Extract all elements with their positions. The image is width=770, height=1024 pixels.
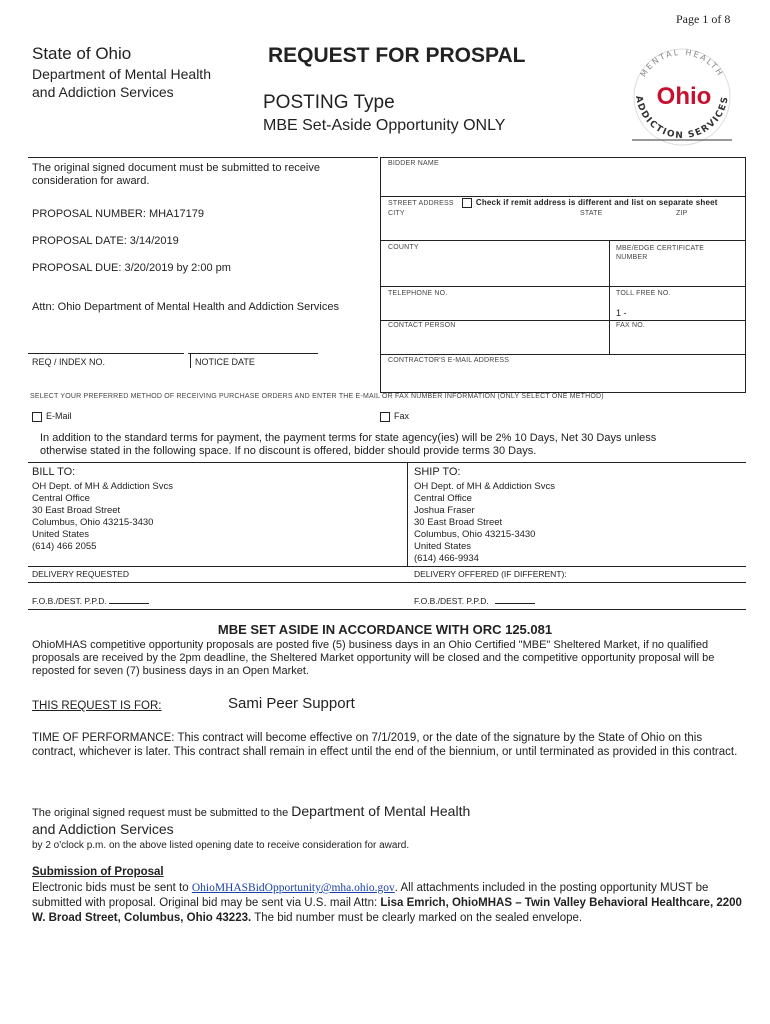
county-label: COUNTY [388,244,419,251]
bill-to-line: United States [32,529,90,540]
proposal-date: PROPOSAL DATE: 3/14/2019 [32,235,179,247]
attention-line: Attn: Ohio Department of Mental Health and Addiction Services [32,301,339,313]
ship-to-line: United States [414,541,472,552]
email-option-label: E-Mail [46,411,72,421]
remit-address-note: Check if remit address is different and list on separate sheet [475,198,718,207]
fax-checkbox[interactable] [380,412,390,422]
street-address-text: STREET ADDRESS [388,200,454,207]
bid-email-link[interactable]: OhioMHASBidOpportunity@mha.ohio.gov [191,882,395,894]
method-email-option[interactable] [32,411,72,422]
payment-terms: In addition to the standard terms for payment, the payment terms for state agency(ies) will be 2% 10 Days, Net 30 Days unless otherwise stated in the following space. If no discount is offered, bidder should provide terms 30 Days. [40,432,657,457]
submit-deadline: by 2 o'clock p.m. on the above listed opening date to receive consideration for award. [32,840,410,851]
submit-department-2: and Addiction Services [32,821,174,837]
ship-to-line: OH Dept. of MH & Addiction Svcs [414,481,555,492]
ship-to-line: (614) 466-9934 [414,553,479,564]
time-of-performance: TIME OF PERFORMANCE: This contract will become effective on 7/1/2019, or the date of the signature by the State of Ohio on this contract, whichever is later. This contract shall remain in effect until the end of the biennium, or until terminated as provided in this contract. [32,732,738,758]
svg-text:MENTAL HEALTH [639,48,726,79]
proposal-number: PROPOSAL NUMBER: MHA17179 [32,208,204,220]
req-index-label: REQ / INDEX NO. [32,357,106,367]
method-fax-option[interactable] [380,411,409,422]
agency-line-2: Department of Mental Health [32,66,211,82]
submission-text-3: The bid number must be clearly marked on the sealed envelope. [254,912,583,924]
contact-person-label: CONTACT PERSON [388,322,456,329]
toll-free-label: TOLL FREE NO. [616,290,671,297]
bill-to-line: OH Dept. of MH & Addiction Svcs [32,481,173,492]
ship-to-line: Columbus, Ohio 43215-3430 [414,529,536,540]
submission-heading: Submission of Proposal [32,866,164,878]
seal-center-text: Ohio [656,83,712,110]
delivery-requested-label: DELIVERY REQUESTED [32,569,129,579]
submission-text-2: . All attachments included in the posting opportunity MUST be submitted with proposal. Original bid may be sent via U.S. mail Attn: [32,882,709,909]
submission-attn-bold: Lisa Emrich, OhioMHAS – Twin Valley Behavioral Healthcare, 2200 W. Broad Street, Columbus, Ohio 43223. [32,897,742,924]
ship-to-line: Central Office [414,493,472,504]
agency-line-1: State of Ohio [32,44,132,63]
agency-line-3: and Addiction Services [32,84,174,100]
bill-to-line: 30 East Broad Street [32,505,121,516]
ship-to-label: SHIP TO: [414,466,461,478]
select-method-instructions: SELECT YOUR PREFERRED METHOD OF RECEIVING PURCHASE ORDERS AND ENTER THE E-MAIL OR FAX NUMBER INFORMATION (ONLY SELECT ONE METHOD) [30,393,604,400]
bill-to-line: (614) 466 2055 [32,541,97,552]
remit-address-checkbox[interactable] [462,198,472,208]
document-title: REQUEST FOR PROSPAL [268,44,526,67]
seal-bottom-text: ADDICTION SERVICES [633,94,731,142]
submit-prefix: The original signed request must be submitted to the [32,807,289,819]
proposal-due: PROPOSAL DUE: 3/20/2019 by 2:00 pm [32,262,231,274]
fob-left-text: F.O.B./DEST. P.P.D. [32,596,107,606]
seal-top-text: MENTAL HEALTH [638,47,726,79]
ship-to-line: 30 East Broad Street [414,517,503,528]
email-label: CONTRACTOR'S E-MAIL ADDRESS [388,357,510,364]
fob-right-label [414,596,535,606]
zip-label: ZIP [676,210,688,217]
fob-left-label [32,596,149,606]
fax-option-label: Fax [394,411,410,421]
delivery-offered-label: DELIVERY OFFERED (IF DIFFERENT): [414,569,567,579]
bill-to-line: Central Office [32,493,90,504]
state-label: STATE [580,210,603,217]
mbe-heading: MBE SET ASIDE IN ACCORDANCE WITH ORC 125.081 [217,622,553,637]
page-label: Page 1 of 8 [676,12,731,26]
request-for-label: THIS REQUEST IS FOR: [32,700,162,712]
telephone-label: TELEPHONE NO. [388,290,448,297]
email-checkbox[interactable] [32,412,42,422]
set-aside-type: MBE Set-Aside Opportunity ONLY [263,117,506,134]
submit-instructions [32,803,470,819]
posting-type: POSTING Type [263,92,395,113]
ship-to-address [414,481,555,565]
mbe-paragraph: OhioMHAS competitive opportunity proposals are posted five (5) business days in an Ohio Certified "MBE" Sheltered Market, if no qualified proposals are received by the 2pm deadline, the Sheltered Market opportunity will be closed and the competitive opportunity proposal will be reposted for seven (7) business days in an Open Market. [32,639,715,677]
submission-text-1: Electronic bids must be sent to [32,882,189,894]
toll-free-value: 1 - [616,308,627,318]
city-label: CITY [388,210,405,217]
submission-paragraph [32,881,744,926]
request-for-value: Sami Peer Support [228,695,355,712]
bill-to-address [32,481,173,553]
fob-right-text: F.O.B./DEST. P.P.D. [414,596,489,606]
notice-original-signed: The original signed document must be submitted to receive consideration for award. [32,162,320,187]
bill-to-line: Columbus, Ohio 43215-3430 [32,517,154,528]
bill-to-label: BILL TO: [32,466,76,478]
notice-date-label: NOTICE DATE [195,357,255,367]
mbe-certificate-label: MBE/EDGE CERTIFICATE NUMBER [616,245,705,261]
ohio-mhas-seal [622,42,742,152]
submit-department-1: Department of Mental Health [291,803,471,819]
bidder-name-label: BIDDER NAME [388,160,439,167]
fax-label: FAX NO. [616,322,646,329]
street-address-label [388,198,718,208]
ship-to-line: Joshua Fraser [414,505,475,516]
